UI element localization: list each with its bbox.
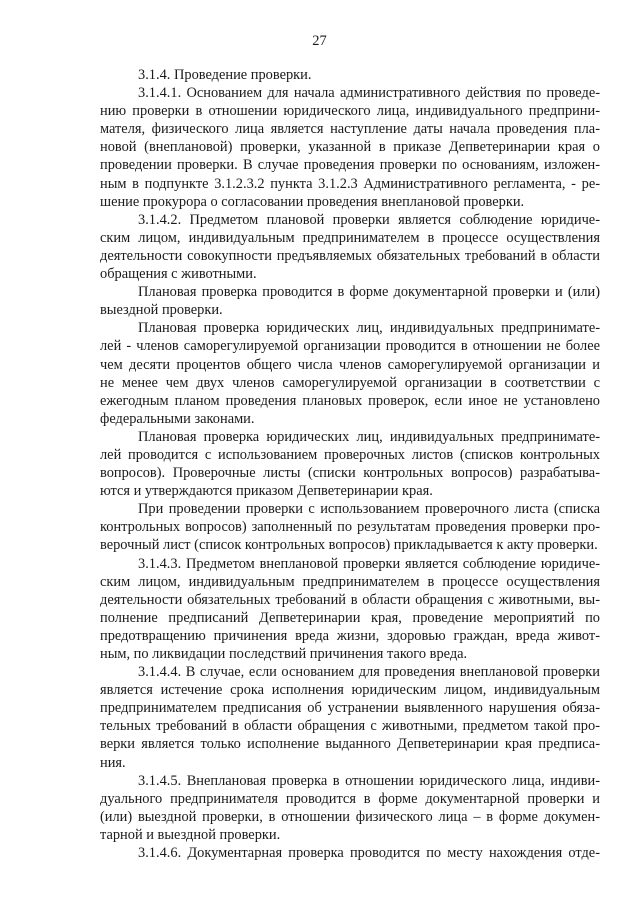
- text-line: лей проводится с использованием проверочных листов (списков контрольных: [100, 446, 600, 463]
- text-line: ежегодным планом проведения плановых проверок, если иное не установлено: [100, 392, 600, 409]
- text-line: федеральными законами.: [100, 410, 255, 427]
- text-line: Плановая проверка юридических лиц, индивидуальных предпринимате-: [138, 428, 600, 445]
- text-line: не менее чем двух членов саморегулируемой организации в соответствии с: [100, 374, 600, 391]
- text-line: ния.: [100, 754, 126, 771]
- text-line: 3.1.4.1. Основанием для начала административного действия по проведе-: [138, 85, 600, 102]
- text-line: При проведении проверки с использованием проверочного листа (списка: [138, 501, 600, 518]
- page-number: 27: [312, 33, 327, 49]
- text-line: 3.1.4. Проведение проверки.: [138, 67, 312, 83]
- text-line: Плановая проверка проводится в форме документарной проверки и (или): [138, 284, 600, 301]
- text-line: 3.1.4.5. Внеплановая проверка в отношении юридического лица, индиви-: [138, 772, 600, 789]
- text-line: 3.1.4.2. Предметом плановой проверки является соблюдение юридиче-: [138, 211, 600, 228]
- text-line: обращения с животными.: [100, 266, 257, 283]
- text-line: ным в подпункте 3.1.2.3.2 пункта 3.1.2.3 Административного регламента, - ре-: [100, 175, 600, 192]
- text-line: контрольных вопросов) заполненный по результатам проведения проверки про-: [100, 519, 600, 536]
- text-line: новой (внеплановой) проверки, указанной в приказе Депветеринарии края о: [100, 139, 600, 156]
- text-line: выездной проверки.: [100, 302, 223, 319]
- text-line: предпринимателем предписания об устранении выявленного нарушения обяза-: [100, 700, 600, 717]
- text-line: ским лицом, индивидуальным предпринимателем в процессе осуществления: [100, 573, 600, 590]
- text-line: Плановая проверка юридических лиц, индивидуальных предпринимате-: [138, 320, 600, 337]
- text-line: нию проверки в отношении юридического лица, индивидуального предприни-: [100, 103, 600, 120]
- text-line: ным, по ликвидации последствий причинения такого вреда.: [100, 646, 468, 662]
- text-line: 3.1.4.6. Документарная проверка проводится по месту нахождения отде-: [138, 845, 600, 862]
- text-line: тельных требований в области обращения с животными, предметом такой про-: [100, 718, 600, 735]
- text-line: предотвращению причинения вреда жизни, здоровью граждан, вреда живот-: [100, 627, 600, 644]
- text-line: ются и утверждаются приказом Депветеринарии края.: [100, 483, 433, 500]
- text-line: (или) выездной проверки, в отношении физического лица – в форме докумен-: [100, 808, 600, 825]
- text-line: чем десяти процентов общего числа членов саморегулируемой организации и: [100, 356, 600, 373]
- text-line: 3.1.4.3. Предметом внеплановой проверки является соблюдение юридиче-: [138, 555, 600, 572]
- text-line: шение прокурора о согласовании проведения внеплановой проверки.: [100, 193, 525, 210]
- text-line: является истечение срока исполнения юридическим лицом, индивидуальным: [100, 682, 600, 699]
- text-line: тарной и выездной проверки.: [100, 826, 281, 843]
- text-line: дуального предпринимателя проводится в форме документарной проверки и: [100, 790, 600, 807]
- text-line: верки является только исполнение выданного Депветеринарии края предписа-: [100, 736, 600, 753]
- text-line: лей - членов саморегулируемой организации проводится в отношении не более: [100, 338, 600, 355]
- text-line: проведении проверки. В случае проведения проверки по основаниям, изложен-: [100, 157, 600, 174]
- body-text: [100, 66, 600, 862]
- text-line: полнение предписаний Депветеринарии края, проведение мероприятий по: [100, 609, 600, 626]
- text-line: ским лицом, индивидуальным предпринимателем в процессе осуществления: [100, 229, 600, 246]
- text-line: деятельности обязательных требований в области обращения с животными, вы-: [100, 591, 600, 608]
- text-line: мателя, физического лица является наступление даты начала проведения пла-: [100, 121, 600, 138]
- text-line: 3.1.4.4. В случае, если основанием для проведения внеплановой проверки: [138, 664, 600, 681]
- text-line: деятельности совокупности предъявляемых обязательных требований в области: [100, 247, 600, 264]
- text-line: вопросов). Проверочные листы (списки контрольных вопросов) разрабатыва-: [100, 465, 600, 482]
- text-line: верочный лист (список контрольных вопросов) прикладывается к акту проверки.: [100, 537, 598, 554]
